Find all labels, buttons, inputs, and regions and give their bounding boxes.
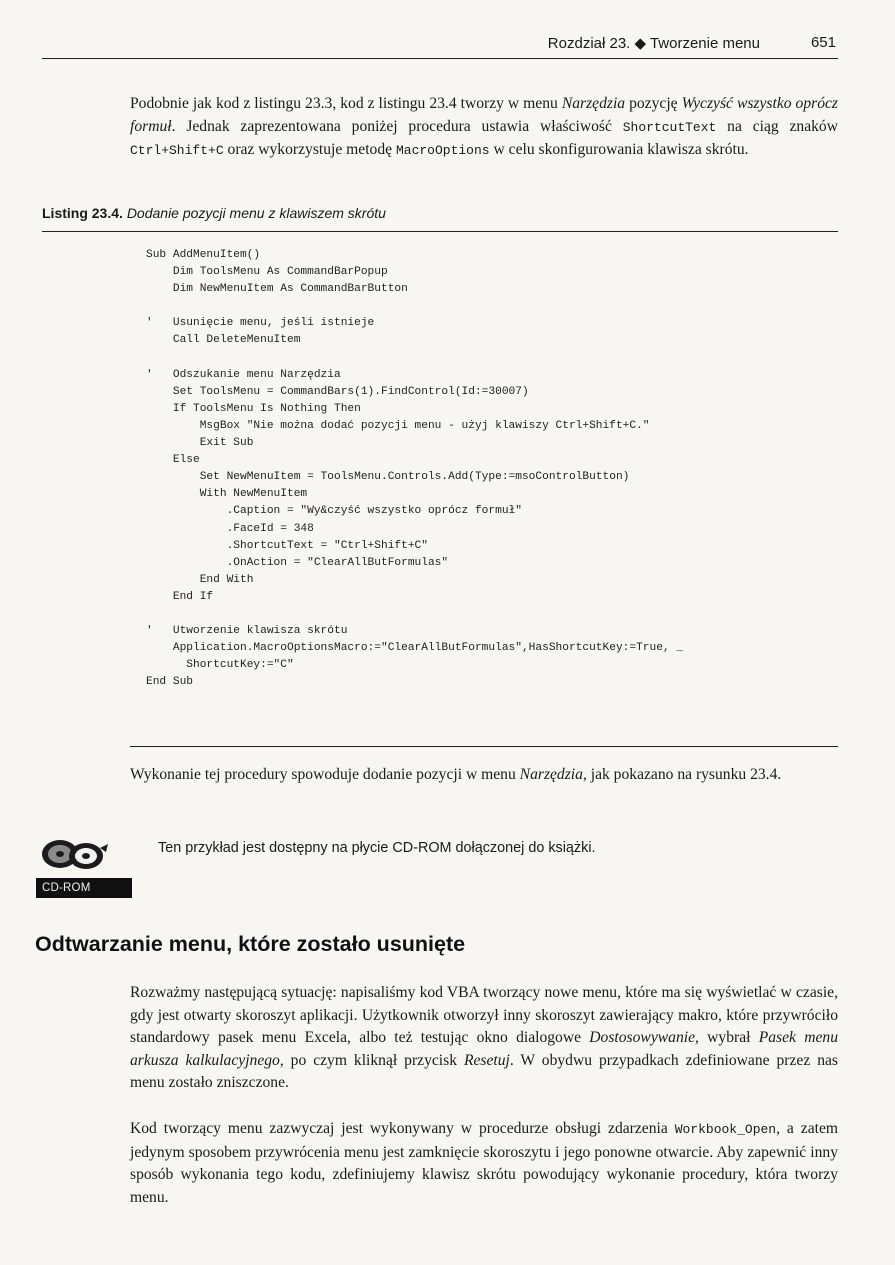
- code-line: Dim NewMenuItem As CommandBarButton: [146, 283, 408, 296]
- running-header: [42, 30, 838, 59]
- code-line: If ToolsMenu Is Nothing Then: [146, 402, 361, 415]
- code-line: ' Usunięcie menu, jeśli istnieje: [146, 317, 375, 330]
- cd-rom-icon: [36, 836, 132, 898]
- code-term: MacroOptions: [395, 143, 490, 158]
- section-paragraph-1: [130, 982, 838, 1095]
- button-name: Resetuj: [463, 1051, 510, 1069]
- code-line: Else: [146, 454, 200, 467]
- text-run: , jak pokazano na rysunku 23.4.: [582, 766, 782, 783]
- code-line: End Sub: [146, 676, 193, 689]
- text-run: . W obydwu przypadkach zdefiniowane przez nas menu zostało zniszczone.: [130, 1051, 838, 1091]
- code-line: Application.MacroOptionsMacro:="ClearAllButFormulas",HasShortcutKey:=True, _: [146, 642, 684, 655]
- code-listing: [146, 247, 836, 691]
- text-run: Podobnie jak kod z listingu 23.3, kod z listingu 23.4 tworzy w menu: [130, 95, 562, 112]
- after-listing-paragraph: [130, 764, 838, 787]
- page-number: 651: [810, 34, 836, 51]
- cd-discs-icon: [40, 836, 110, 872]
- cd-rom-label: CD-ROM: [36, 878, 132, 898]
- listing-title: Dodanie pozycji menu z klawiszem skrótu: [126, 205, 386, 221]
- code-term: Ctrl+Shift+C: [130, 143, 224, 158]
- code-line: Exit Sub: [146, 437, 254, 450]
- code-term: Workbook_Open: [674, 1122, 777, 1137]
- listing-label: Listing 23.4.: [42, 205, 123, 221]
- code-term: ShortcutText: [622, 119, 717, 135]
- chapter-title: Rozdział 23. ◆ Tworzenie menu: [547, 35, 760, 52]
- menu-name: Narzędzia: [561, 95, 626, 112]
- code-line: ShortcutKey:="C": [146, 659, 294, 672]
- listing-bottom-rule: [130, 746, 838, 747]
- code-line: .OnAction = "ClearAllButFormulas": [146, 556, 449, 569]
- text-run: , wybrał: [695, 1029, 759, 1046]
- code-line: Dim ToolsMenu As CommandBarPopup: [146, 266, 388, 279]
- code-line: Call DeleteMenuItem: [146, 334, 301, 347]
- text-run: , a zatem jedynym sposobem przywrócenia menu jest zamknięcie skoroszytu i jego ponowne otwarcie. Aby zapewnić inny sposób wykonania tego kodu, zdefiniujemy klawisz skrótu powodujący wykonanie procedury, która tworzy menu.: [130, 1120, 839, 1206]
- text-run: Rozważmy następującą sytuację: napisaliśmy kod VBA tworzący nowe menu, które ma się wyświetlać w czasie, gdy jest otwarty skoroszyt aplikacji. Użytkownik otworzył inny skoroszyt zawierający makro, które przywróciło standardowy pasek menu Excela, albo też testując okno dialogowe: [130, 984, 838, 1046]
- section-paragraph-2: [130, 1118, 838, 1209]
- code-line: ' Utworzenie klawisza skrótu: [146, 625, 348, 638]
- text-run: oraz wykorzystuje metodę: [223, 141, 396, 158]
- code-line: ' Odszukanie menu Narzędzia: [146, 368, 341, 381]
- text-run: , po czym kliknął przycisk: [279, 1051, 464, 1069]
- cd-note-text: Ten przykład jest dostępny na płycie CD-ROM dołączonej do książki.: [158, 840, 596, 856]
- text-run: w celu skonfigurowania klawisza skrótu.: [489, 141, 749, 158]
- code-line: Set ToolsMenu = CommandBars(1).FindControl(Id:=30007): [146, 385, 529, 398]
- menu-bar-name: Pasek menu arkusza kalkulacyjnego: [130, 1029, 839, 1069]
- code-line: Sub AddMenuItem(): [146, 249, 261, 261]
- text-run: pozycję: [625, 95, 682, 112]
- text-run: na ciąg znaków: [716, 117, 838, 135]
- code-line: Set NewMenuItem = ToolsMenu.Controls.Add(Type:=msoControlButton): [146, 471, 630, 484]
- text-run: . Jednak zaprezentowana poniżej procedura ustawia właściwość: [171, 117, 623, 135]
- text-run: Kod tworzący menu zazwyczaj jest wykonywany w procedurze obsługi zdarzenia: [130, 1120, 675, 1137]
- intro-paragraph: [130, 93, 838, 163]
- code-line: .ShortcutText = "Ctrl+Shift+C": [146, 539, 428, 552]
- listing-caption: [42, 205, 838, 232]
- code-line: .Caption = "Wy&czyść wszystko oprócz formuł": [146, 505, 522, 518]
- code-line: End With: [146, 573, 254, 586]
- code-line: .FaceId = 348: [146, 522, 314, 535]
- section-heading: Odtwarzanie menu, które zostało usunięte: [35, 932, 466, 956]
- menu-name: Narzędzia: [519, 766, 583, 783]
- text-run: Wykonanie tej procedury spowoduje dodanie pozycji w menu: [130, 766, 520, 783]
- code-line: With NewMenuItem: [146, 488, 308, 501]
- code-line: MsgBox "Nie można dodać pozycji menu - użyj klawiszy Ctrl+Shift+C.": [146, 419, 650, 432]
- dialog-name: Dostosowywanie: [589, 1029, 695, 1046]
- menu-item-name: Wyczyść wszystko oprócz formuł: [130, 95, 838, 135]
- code-line: End If: [146, 590, 214, 603]
